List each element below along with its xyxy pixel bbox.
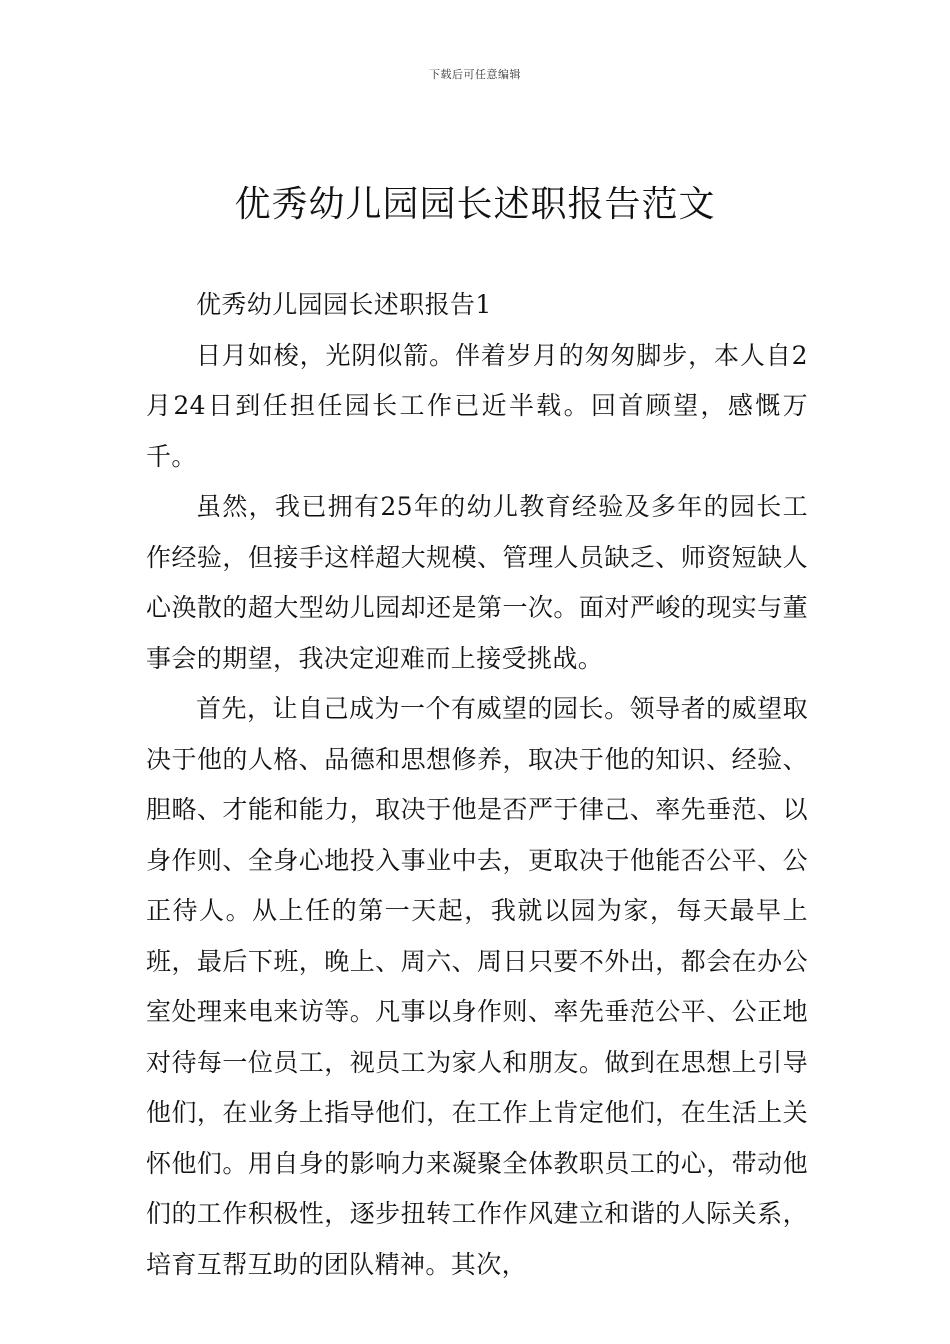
paragraph-intro: 日月如梭，光阴似箭。伴着岁月的匆匆脚步，本人自2月24日到任担任园长工作已近半载。回首顾望，感慨万千。: [146, 340, 808, 471]
section-heading: 优秀幼儿园园长述职报告1: [196, 290, 492, 319]
paragraph-leadership: 首先，让自己成为一个有威望的园长。领导者的威望取决于他的人格、品德和思想修养，取决于他的知识、经验、胆略、才能和能力，取决于他是否严于律己、率先垂范、以身作则、全身心地投入事业中去，更取决于他能否公平、公正待人。从上任的第一天起，我就以园为家，每天最早上班，最后下班，晚上、周六、周日只要不外出，都会在办公室处理来电来访等。凡事以身作则、率先垂范公平、公正地对待每一位员工，视员工为家人和朋友。做到在思想上引导他们，在业务上指导他们，在工作上肯定他们，在生活上关怀他们。用自身的影响力来凝聚全体教职员工的心，带动他们的工作积极性，逐步扭转工作作风建立和谐的人际关系，培育互帮互助的团队精神。其次，: [146, 694, 808, 1279]
paragraph-background: 虽然，我已拥有25年的幼儿教育经验及多年的园长工作经验，但接手这样超大规模、管理人员缺乏、师资短缺人心涣散的超大型幼儿园却还是第一次。面对严峻的现实与董事会的期望，我决定迎难而上接受挑战。: [146, 492, 808, 673]
document-title: 优秀幼儿园园长述职报告范文: [234, 184, 716, 225]
document-body: [146, 280, 808, 1290]
header-note: 下载后可任意编辑: [429, 68, 521, 81]
